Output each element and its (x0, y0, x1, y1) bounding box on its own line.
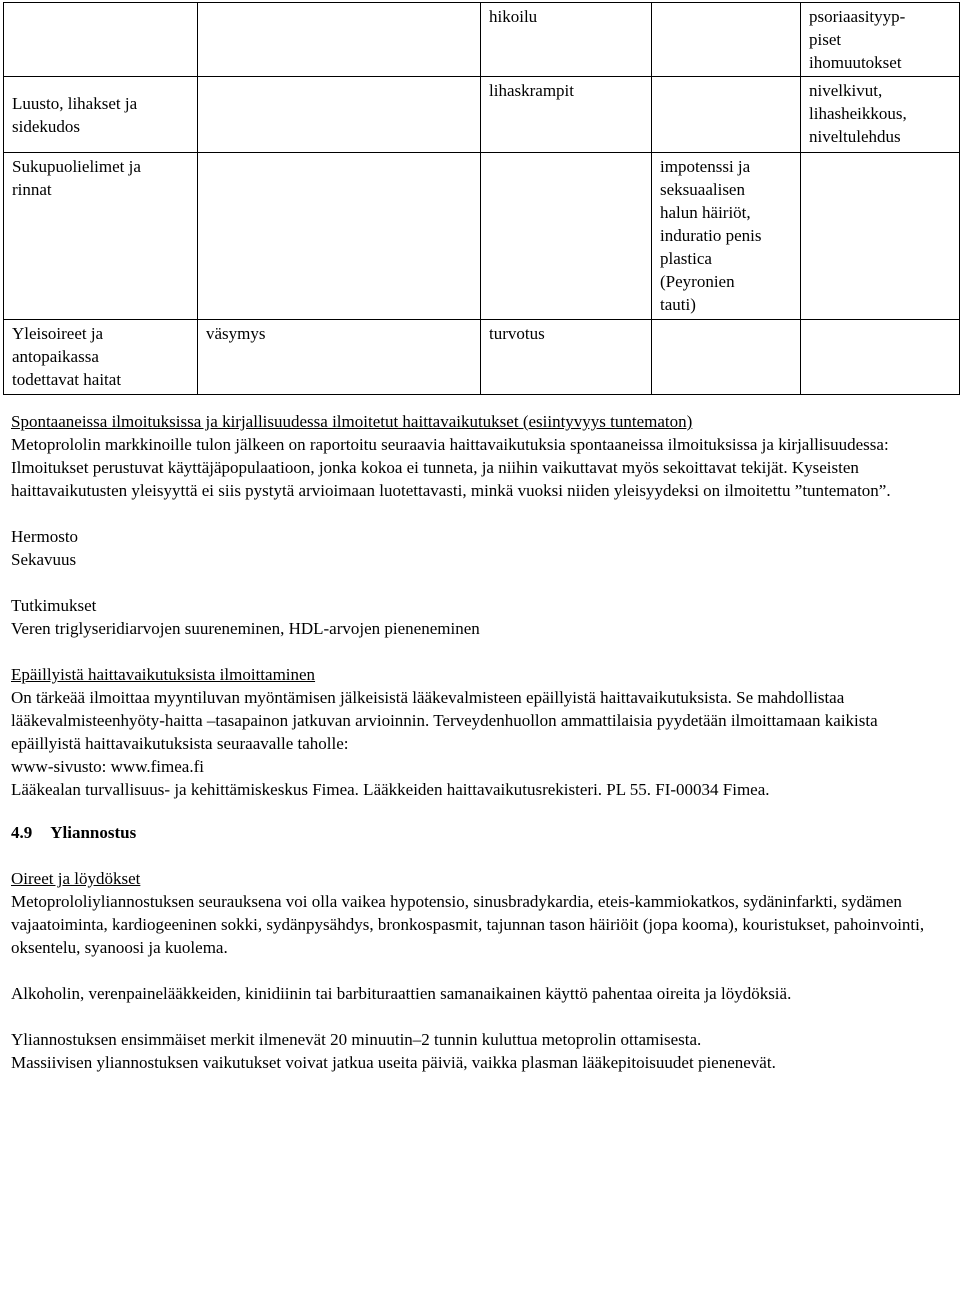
paragraph: Ilmoitukset perustuvat käyttäjäpopulaatioon, jonka kokoa ei tunneta, ja niihin vaikuttavat myös sekoittavat tekijät. Kyseisten haittavaikutusten yleisyyttä ei siis pystytä arvioimaan luotettavasti, minkä vuoksi niiden yleisyydeksi on ilmoitettu ”tuntematon”. (11, 458, 891, 500)
paragraph: Alkoholin, verenpainelääkkeiden, kinidiinin tai barbituraattien samanaikainen käyttö pahentaa oireita ja löydöksiä. (11, 984, 792, 1003)
table-row (4, 77, 960, 153)
adverse-effect-item: Sekavuus (11, 550, 77, 569)
organ-class-heading: Hermosto (11, 527, 79, 546)
table-cell (198, 153, 481, 320)
paragraph: Yliannostuksen ensimmäiset merkit ilmenevät 20 minuutin–2 tunnin kuluttua metoprolin ottamisesta. (11, 1030, 702, 1049)
table-cell (652, 320, 801, 395)
fimea-website: www-sivusto: www.fimea.fi (11, 757, 204, 776)
table-cell (652, 77, 801, 153)
organ-cell (4, 320, 198, 395)
cell-text: nivelkivut, lihasheikkous, niveltulehdus (809, 81, 907, 146)
organ-cell (4, 153, 198, 320)
reporting-heading: Epäillyistä haittavaikutuksista ilmoittaminen (11, 665, 316, 684)
table-row (4, 3, 960, 77)
fimea-address: Lääkealan turvallisuus- ja kehittämiskeskus Fimea. Lääkkeiden haittavaikutusrekisteri. PL 55. FI-00034 Fimea. (11, 780, 770, 799)
table-cell (481, 153, 652, 320)
table-cell (481, 3, 652, 77)
table-cell (198, 320, 481, 395)
organ-class-label: Yleisoireet ja antopaikassa todettavat haitat (12, 324, 122, 389)
organ-cell (4, 3, 198, 77)
table-cell (481, 77, 652, 153)
cell-text: impotenssi ja seksuaalisen halun häiriöt, induratio penis plastica (Peyronien tauti) (660, 157, 762, 314)
table-row (4, 320, 960, 395)
cell-text: hikoilu (489, 7, 538, 26)
table-row (4, 153, 960, 320)
organ-class-label: Sukupuolielimet ja rinnat (12, 157, 141, 199)
cell-text: psoriaasityyp- piset ihomuutokset (809, 7, 906, 72)
adverse-effect-item: Veren triglyseridiarvojen suureneminen, HDL-arvojen pieneneminen (11, 619, 480, 638)
side-effects-table (3, 2, 960, 395)
paragraph: Metoprololin markkinoille tulon jälkeen on raportoitu seuraavia haittavaikutuksia spontaaneissa ilmoituksissa ja kirjallisuudessa: (11, 435, 889, 454)
organ-class-heading: Tutkimukset (11, 596, 97, 615)
table-cell (198, 3, 481, 77)
symptoms-heading: Oireet ja löydökset (11, 869, 141, 888)
table-cell (652, 153, 801, 320)
table-cell (801, 320, 960, 395)
table-cell (801, 153, 960, 320)
section-number: 4.9 (11, 823, 33, 842)
table-cell (801, 3, 960, 77)
table-cell (481, 320, 652, 395)
paragraph: On tärkeää ilmoittaa myyntiluvan myöntämisen jälkeisistä lääkevalmisteen epäillyistä haittavaikutuksista. Se mahdollistaa lääkevalmisteenhyöty-haitta –tasapainon jatkuvan arvioinnin. Terveydenhuollon ammattilaisia pyydetään ilmoittamaan kaikista epäillyistä haittavaikutuksista seuraavalle taholle: (11, 688, 878, 753)
cell-text: väsymys (206, 324, 266, 343)
section-heading (11, 821, 941, 844)
table-cell (801, 77, 960, 153)
cell-text: lihaskrampit (489, 81, 574, 100)
organ-cell (4, 77, 198, 153)
table-cell (198, 77, 481, 153)
table-cell (652, 3, 801, 77)
paragraph: Massiivisen yliannostuksen vaikutukset voivat jatkua useita päiviä, vaikka plasman lääkepitoisuudet pienenevät. (11, 1053, 776, 1072)
section-title: Yliannostus (50, 823, 137, 842)
document-body (11, 410, 941, 1074)
cell-text: turvotus (489, 324, 545, 343)
spontaneous-reports-heading: Spontaaneissa ilmoituksissa ja kirjallisuudessa ilmoitetut haittavaikutukset (esiintyvyys tuntematon) (11, 412, 693, 431)
paragraph: Metoprololiyliannostuksen seurauksena voi olla vaikea hypotensio, sinusbradykardia, eteis-kammiokatkos, sydäninfarkti, sydämen vajaatoiminta, kardiogeeninen sokki, sydänpysähdys, bronkospasmit, tajunnan tason häiriöit (jopa kooma), kouristukset, pahoinvointi, oksentelu, syanoosi ja kuolema. (11, 892, 925, 957)
organ-class-label: Luusto, lihakset ja sidekudos (12, 93, 138, 136)
